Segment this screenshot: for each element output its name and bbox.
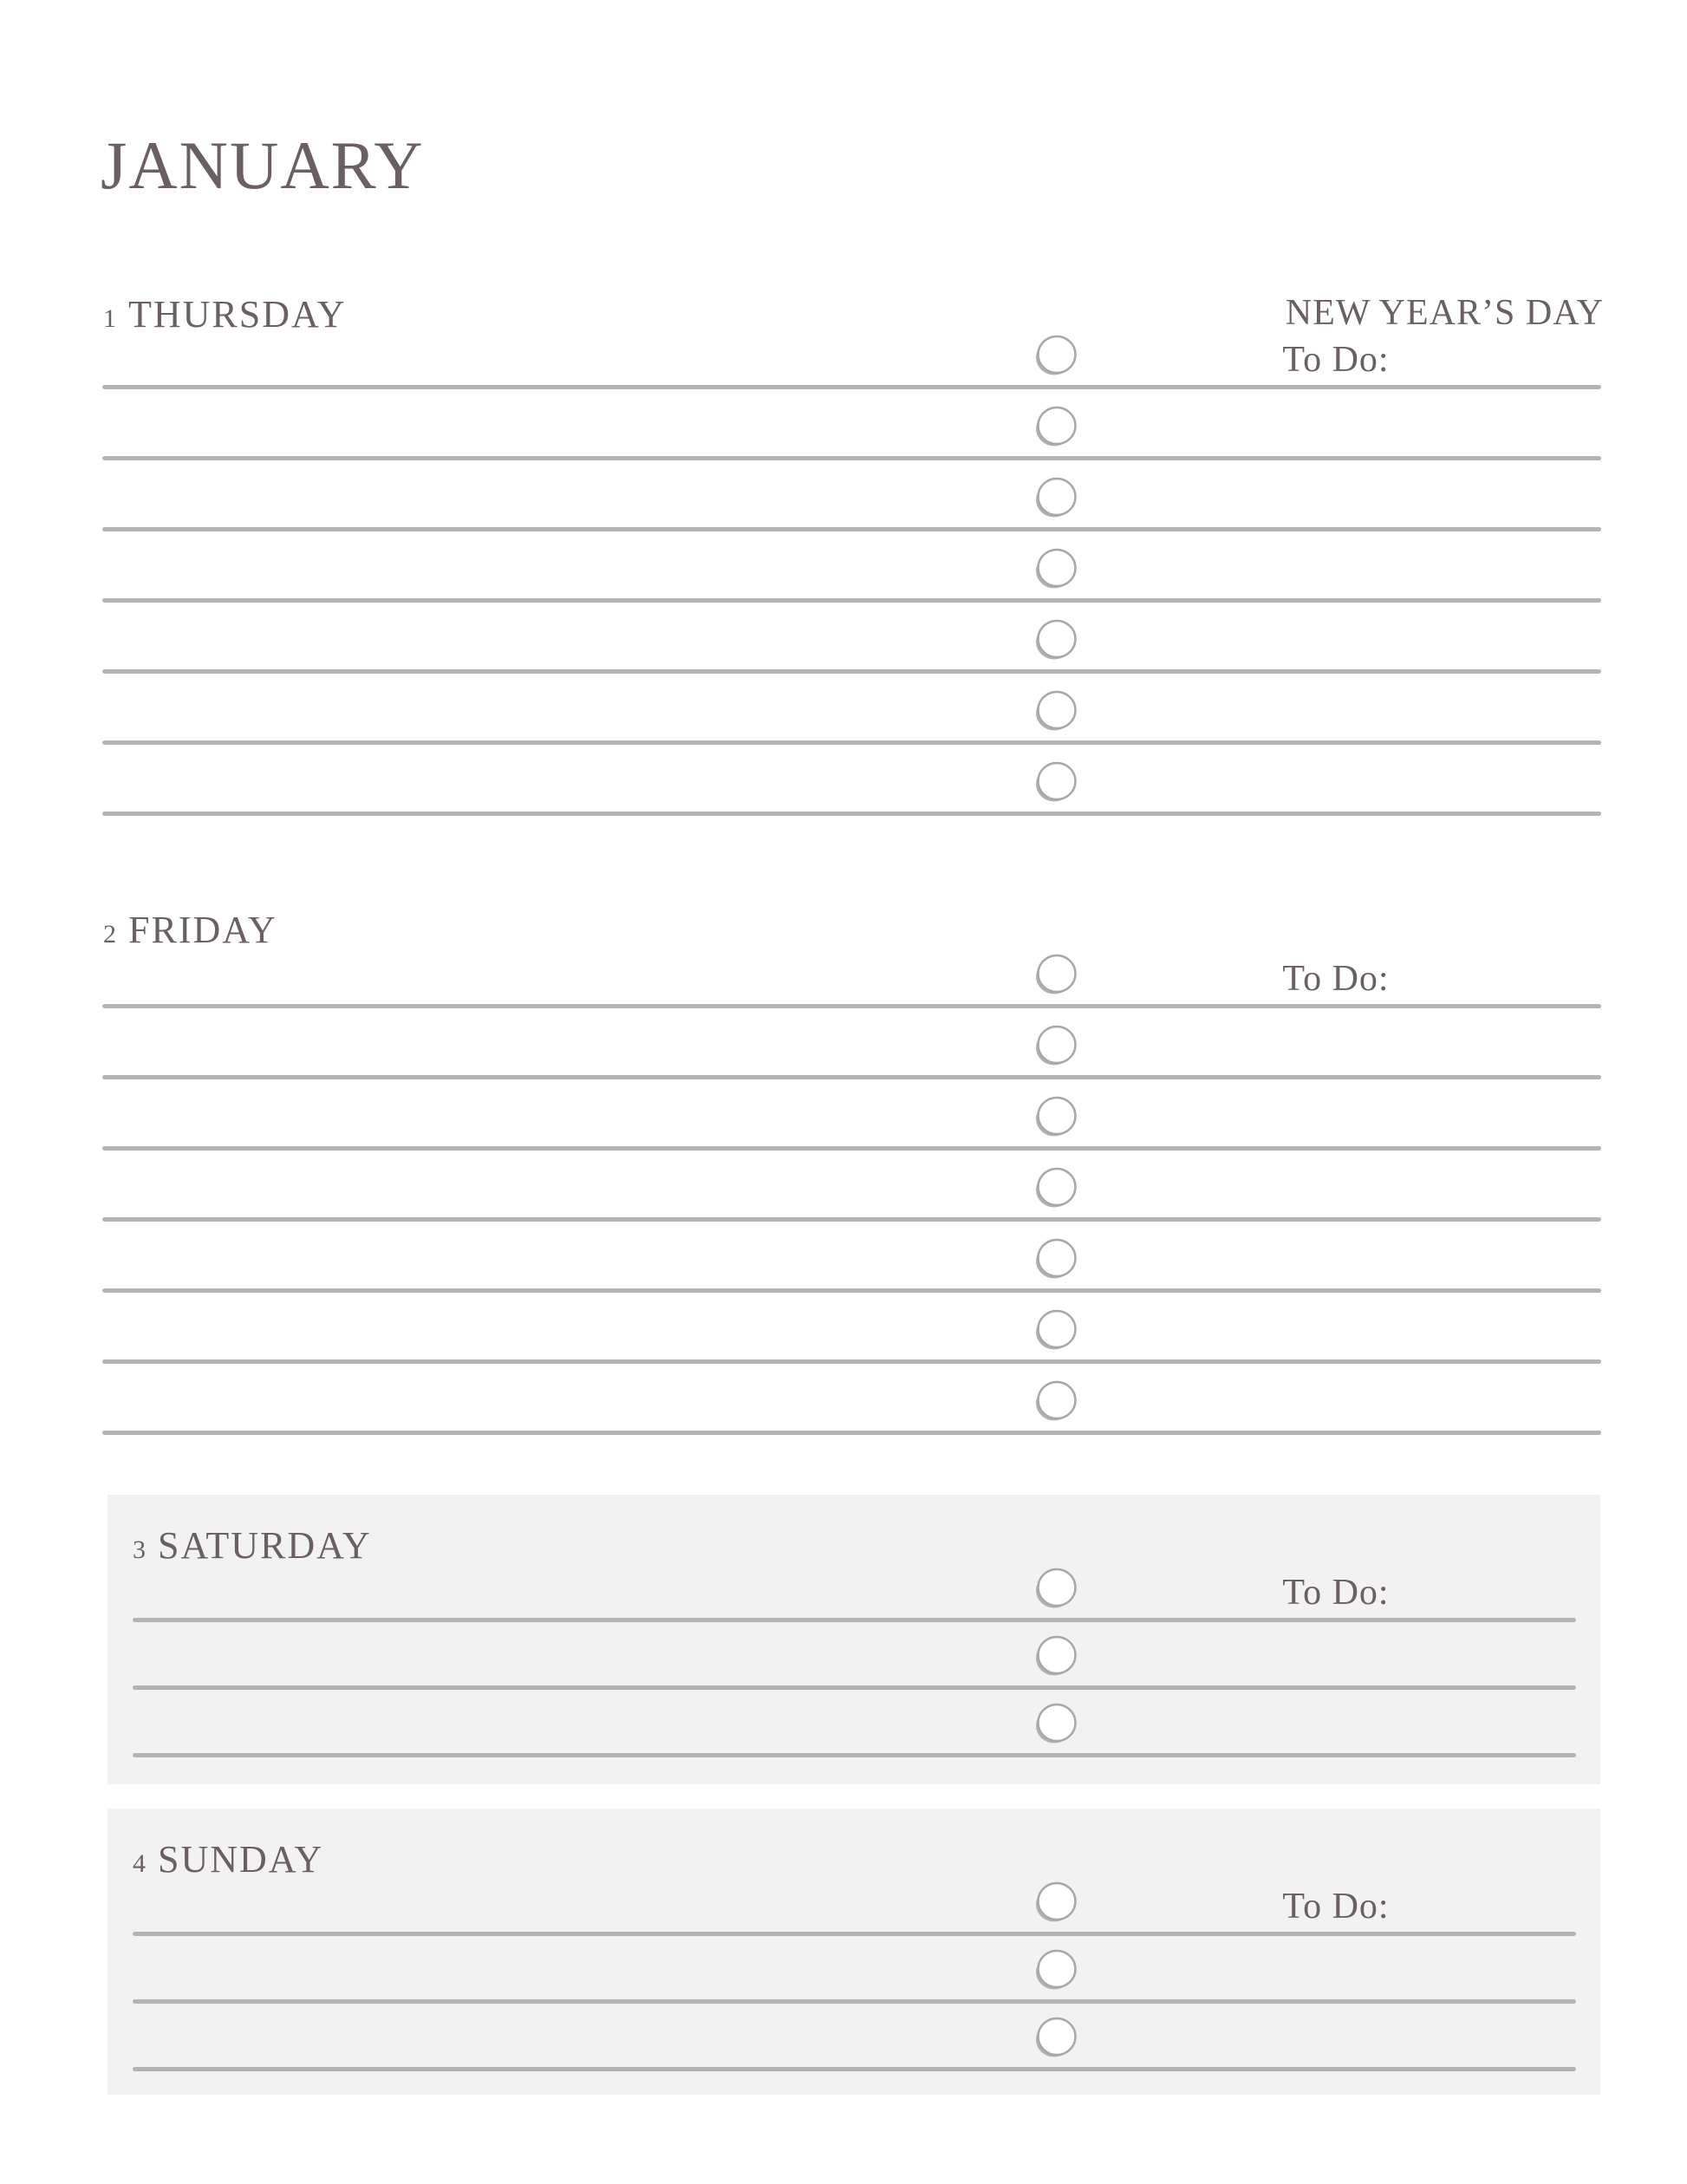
schedule-row bbox=[0, 1151, 1687, 1222]
schedule-row bbox=[0, 1622, 1687, 1690]
writing-line[interactable] bbox=[102, 1431, 1601, 1435]
writing-line[interactable] bbox=[133, 2067, 1576, 2071]
todo-label: To Do: bbox=[1282, 340, 1390, 380]
todo-checkbox-circle-icon[interactable] bbox=[1034, 1568, 1078, 1610]
schedule-row bbox=[0, 937, 1687, 1008]
todo-checkbox-circle-icon[interactable] bbox=[1034, 1635, 1078, 1678]
schedule-row bbox=[0, 745, 1687, 816]
schedule-row bbox=[0, 389, 1687, 460]
todo-checkbox-circle-icon[interactable] bbox=[1034, 619, 1078, 662]
todo-label: To Do: bbox=[1282, 959, 1390, 999]
schedule-row bbox=[0, 1868, 1687, 1936]
todo-checkbox-circle-icon[interactable] bbox=[1034, 2017, 1078, 2059]
holiday-label: NEW YEAR’S DAY bbox=[1285, 293, 1604, 333]
todo-checkbox-circle-icon[interactable] bbox=[1034, 954, 1078, 996]
day-rows bbox=[0, 1555, 1687, 1757]
day-rows bbox=[0, 1868, 1687, 2071]
schedule-row bbox=[0, 1555, 1687, 1622]
schedule-row bbox=[0, 1293, 1687, 1364]
day-name: SATURDAY bbox=[158, 1524, 372, 1567]
todo-checkbox-circle-icon[interactable] bbox=[1034, 1949, 1078, 1992]
todo-checkbox-circle-icon[interactable] bbox=[1034, 1703, 1078, 1745]
day-number: 1 bbox=[103, 304, 116, 333]
day-number: 4 bbox=[133, 1849, 146, 1878]
todo-checkbox-circle-icon[interactable] bbox=[1034, 1309, 1078, 1352]
todo-checkbox-circle-icon[interactable] bbox=[1034, 1096, 1078, 1138]
todo-checkbox-circle-icon[interactable] bbox=[1034, 1238, 1078, 1281]
schedule-row bbox=[0, 674, 1687, 745]
todo-checkbox-circle-icon[interactable] bbox=[1034, 1167, 1078, 1209]
todo-checkbox-circle-icon[interactable] bbox=[1034, 406, 1078, 448]
day-name: SUNDAY bbox=[158, 1838, 324, 1881]
schedule-row bbox=[0, 460, 1687, 531]
writing-line[interactable] bbox=[102, 812, 1601, 816]
todo-label: To Do: bbox=[1282, 1573, 1390, 1613]
schedule-row bbox=[0, 531, 1687, 603]
todo-checkbox-circle-icon[interactable] bbox=[1034, 1025, 1078, 1067]
schedule-row bbox=[0, 318, 1687, 389]
day-name: THURSDAY bbox=[128, 293, 347, 336]
schedule-row bbox=[0, 1364, 1687, 1435]
day-number: 3 bbox=[133, 1535, 146, 1564]
day-name: FRIDAY bbox=[128, 909, 277, 951]
todo-checkbox-circle-icon[interactable] bbox=[1034, 477, 1078, 519]
todo-checkbox-circle-icon[interactable] bbox=[1034, 690, 1078, 733]
todo-checkbox-circle-icon[interactable] bbox=[1034, 1380, 1078, 1423]
schedule-row bbox=[0, 1079, 1687, 1151]
todo-checkbox-circle-icon[interactable] bbox=[1034, 1881, 1078, 1924]
todo-label: To Do: bbox=[1282, 1887, 1390, 1926]
todo-checkbox-circle-icon[interactable] bbox=[1034, 761, 1078, 804]
schedule-row bbox=[0, 1690, 1687, 1757]
day-rows bbox=[0, 937, 1687, 1435]
todo-checkbox-circle-icon[interactable] bbox=[1034, 548, 1078, 590]
month-title: JANUARY bbox=[101, 127, 425, 203]
schedule-row bbox=[0, 603, 1687, 674]
todo-checkbox-circle-icon[interactable] bbox=[1034, 335, 1078, 377]
schedule-row bbox=[0, 2004, 1687, 2071]
day-number: 2 bbox=[103, 920, 116, 949]
day-rows bbox=[0, 318, 1687, 816]
schedule-row bbox=[0, 1008, 1687, 1079]
schedule-row bbox=[0, 1936, 1687, 2004]
schedule-row bbox=[0, 1222, 1687, 1293]
writing-line[interactable] bbox=[133, 1753, 1576, 1757]
